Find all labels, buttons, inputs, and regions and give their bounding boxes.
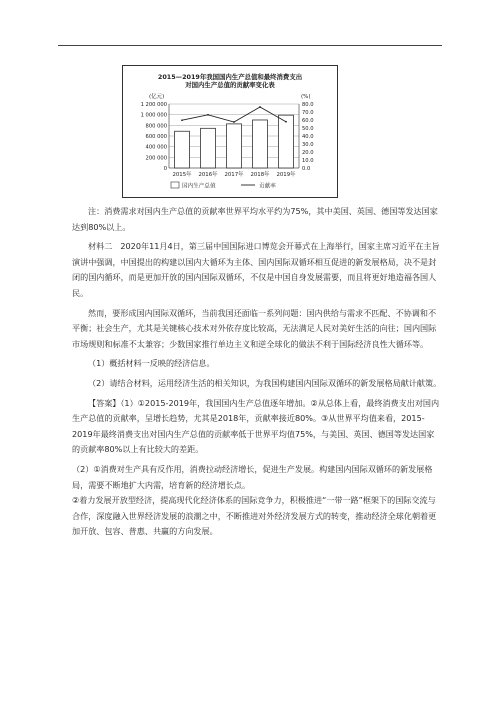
y-right-tick-label: 80.0	[302, 102, 314, 108]
document-body	[72, 204, 442, 540]
chart-note: 注：消费需求对国内生产总值的贡献率世界平均水平约为75%，其中美国、英国、德国等发达国家达到80%以上。	[72, 206, 438, 232]
line-point	[233, 121, 235, 123]
chart-title-line2: 对国内生产总值的贡献率变化表	[185, 81, 275, 89]
answer-2b: ②着力发展开放型经济，提高现代化经济体系的国际竞争力，积极推进“一带一路”框架下的国际交流与合作，深度融入世界经济发展的浪潮之中，不断推进对外经济发展方式的转变，推动经济全球化朝着更加开放、包容、普惠、共赢的方向发展。	[72, 495, 437, 537]
header-rule	[58, 45, 442, 46]
answer-tag: 【答案】	[88, 397, 121, 408]
y-right-tick-label: 50.0	[302, 126, 314, 132]
y-right-tick-label: 0.0	[302, 166, 311, 172]
y-right-tick-label: 30.0	[302, 142, 314, 148]
material-2-paragraph-2: 然而，要形成国内国际双循环，当前我国还面临一系列问题：国内供给与需求不匹配、不协调和不平衡；社会生产，尤其是关键核心技术对外依存度比较高，无法满足人民对美好生活的向往；国内国际市场规则和标准不太兼容；少数国家推行单边主义和逆全球化的做法不利于国际经济良性大循环等。	[72, 307, 437, 349]
y-right-label: (%)	[301, 94, 311, 100]
line-point	[181, 119, 183, 121]
bar	[201, 128, 216, 168]
line-point	[259, 106, 261, 108]
bar	[253, 120, 268, 168]
material-2-paragraph-1: 材料二 2020年11月4日，第三届中国国际进口博览会开幕式在上海举行，国家主席习近平在主旨演讲中强调，中国提出的构建以国内大循环为主体、国内国际双循环相互促进的新发展格局，决不是封闭的国内循环，而是更加开放的国内国际双循环，不仅是中国自身发展需要，而且将更好地造福各国人民。	[72, 241, 440, 298]
bar	[175, 131, 190, 168]
legend-line-label: 贡献率	[259, 183, 276, 190]
line-point	[285, 121, 287, 123]
question-2: （2）请结合材料，运用经济生活的相关知识，为我国构建国内国际双循环的新发展格局献计献策。	[88, 377, 442, 388]
y-right-tick-label: 40.0	[302, 134, 314, 140]
y-left-tick-label: 800 000	[145, 123, 167, 130]
x-tick-label: 2015年	[172, 172, 192, 178]
answer-1-text: （1）①2015-2019年，我国国内生产总值逐年增加。②从总体上看，最终消费支出对国内生产总值的贡献率，呈增长趋势，尤其是2018年，贡献率接近80%。③从世界平均值来看，2015-2019年最终消费支出对国内生产总值的贡献率低于世界平均值75%，与美国、英国、德国等发达国家的贡献率80%以上有比较大的差距。	[72, 397, 440, 455]
x-tick-label: 2017年	[224, 172, 244, 178]
y-left-tick-label: 400 000	[145, 144, 167, 151]
y-right-tick-label: 60.0	[302, 118, 314, 124]
y-left-tick-label: 0	[163, 166, 167, 172]
x-tick-label: 2019年	[276, 172, 296, 178]
y-left-tick-label: 1 200 000	[140, 102, 167, 108]
bar	[227, 124, 242, 168]
line-point	[207, 114, 209, 116]
y-right-tick-label: 10.0	[302, 158, 314, 164]
chart	[122, 65, 338, 198]
chart-title-line1: 2015—2019年我国国内生产总值和最终消费支出	[157, 73, 303, 81]
answer-1	[72, 396, 442, 458]
y-right-tick-label: 20.0	[302, 150, 314, 156]
y-left-label: (亿元)	[149, 94, 165, 100]
y-left-tick-label: 200 000	[145, 155, 167, 162]
x-tick-label: 2018年	[250, 172, 270, 178]
y-left-tick-label: 1 000 000	[140, 112, 167, 119]
y-left-tick-label: 600 000	[145, 134, 167, 140]
x-tick-label: 2016年	[198, 172, 218, 178]
chart-plot	[123, 66, 337, 197]
y-right-tick-label: 70.0	[302, 110, 314, 116]
question-1: （1）概括材料一反映的经济信息。	[88, 358, 215, 369]
answer-2a: （2）①消费对生产具有反作用，消费拉动经济增长，促进生产发展。构建国内国际双循环的新发展格局，需要不断地扩大内需，培育新的经济增长点。	[72, 463, 433, 490]
legend-bar-label: 国内生产总值	[182, 183, 216, 190]
bar	[279, 115, 294, 168]
legend-bar-swatch	[171, 182, 179, 188]
